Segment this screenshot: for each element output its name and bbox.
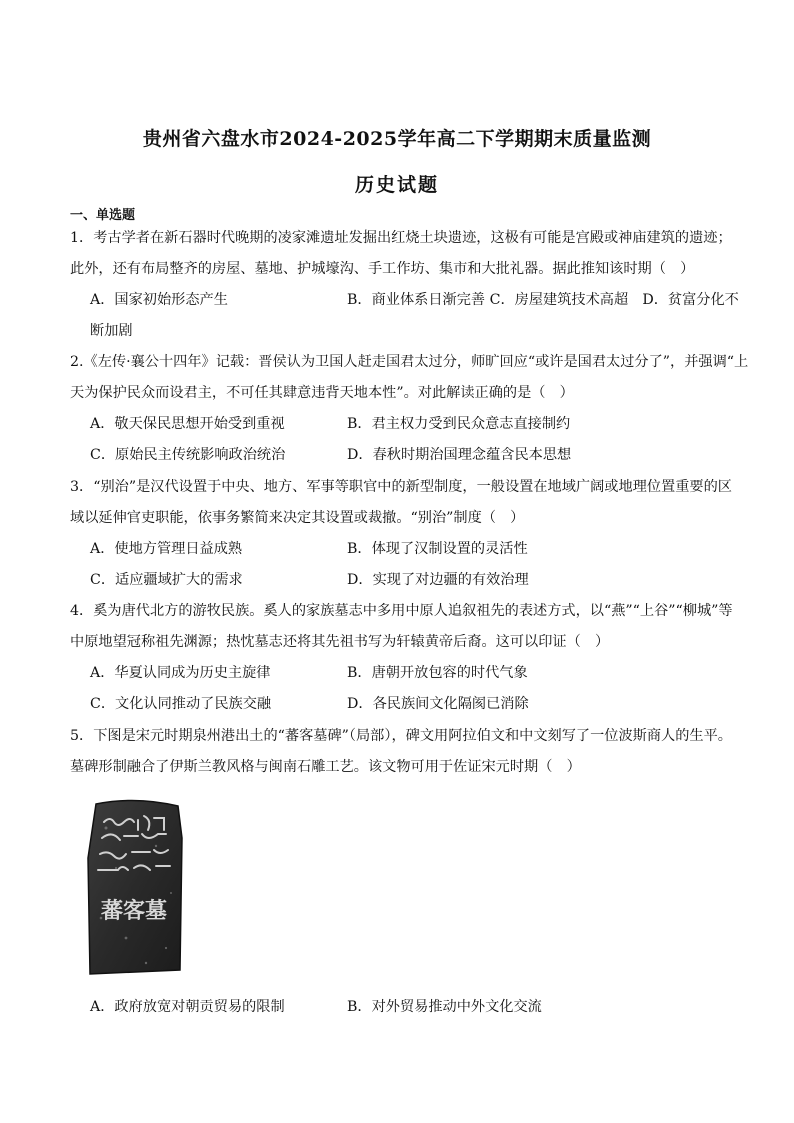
q3-stem-line2: 域以延伸官吏职能，依事务繁简来决定其设置或裁撤。“别治”制度（ ） [70,510,525,526]
document-subtitle: 历史试题 [354,174,439,196]
q4-stem-line1: 4．奚为唐代北方的游牧民族。奚人的家族墓志中多用中原人追叙祖先的表述方式，以“燕”“上谷”“柳城”等 [70,603,733,619]
q4-option-b: B．唐朝开放包容的时代气象 [347,665,528,681]
q3-option-c: C．适应疆域扩大的需求 [90,572,243,588]
tombstone-photo [86,798,186,976]
section-heading: 一、单选题 [70,208,136,223]
q1-stem-line2: 此外，还有布局整齐的房屋、墓地、护城壕沟、手工作坊、集市和大批礼器。据此推知该时期（ ） [70,261,695,277]
q2-option-c: C．原始民主传统影响政治统治 [90,447,286,463]
q5-stem-line1: 5．下图是宋元时期泉州港出土的“蕃客墓碑”（局部），碑文用阿拉伯文和中文刻写了一位波斯商人的生平。 [70,728,732,744]
q1-options-bcd: B．商业体系日渐完善 C．房屋建筑技术高超 D．贫富分化不 [347,292,739,308]
q4-option-d: D．各民族间文化隔阂已消除 [347,696,529,712]
q2-option-a: A．敬天保民思想开始受到重视 [90,416,285,432]
q1-stem-line1: 1．考古学者在新石器时代晚期的凌家滩遗址发掘出红烧土块遗迹，这极有可能是宫殿或神庙建筑的遗迹； [70,230,732,246]
q5-option-a: A．政府放宽对朝贡贸易的限制 [90,999,285,1015]
q4-option-c: C．文化认同推动了民族交融 [90,696,272,712]
q3-option-b: B．体现了汉制设置的灵活性 [347,541,528,557]
q2-option-d: D．春秋时期治国理念蕴含民本思想 [347,447,572,463]
q2-option-b: B．君主权力受到民众意志直接制约 [347,416,571,432]
q4-option-a: A．华夏认同成为历史主旋律 [90,665,271,681]
q3-option-d: D．实现了对边疆的有效治理 [347,572,529,588]
q5-stem-line2: 墓碑形制融合了伊斯兰教风格与闽南石雕工艺。该文物可用于佐证宋元时期（ ） [70,759,581,775]
document-title: 贵州省六盘水市2024-2025学年高二下学期期末质量监测 [142,128,652,150]
q3-stem-line1: 3．“别治”是汉代设置于中央、地方、军事等职官中的新型制度，一般设置在地域广阔或地理位置重要的区 [70,479,732,495]
q1-option-d-continued: 断加剧 [90,323,133,339]
q1-option-a: A．国家初始形态产生 [90,292,228,308]
q3-option-a: A．使地方管理日益成熟 [90,541,243,557]
q5-option-b: B．对外贸易推动中外文化交流 [347,999,542,1015]
q2-stem-line1: 2.《左传·襄公十四年》记载：晋侯认为卫国人赶走国君太过分，师旷回应“或许是国君太过分了”，并强调“上 [70,354,749,370]
q4-stem-line2: 中原地望冠称祖先渊源；热忱墓志还将其先祖书写为轩辕黄帝后裔。这可以印证（ ） [70,634,610,650]
tombstone-inscription: 蕃客墓 [100,898,168,924]
q2-stem-line2: 天为保护民众而设君主，不可任其肆意违背天地本性”。对此解读正确的是（ ） [70,385,574,401]
